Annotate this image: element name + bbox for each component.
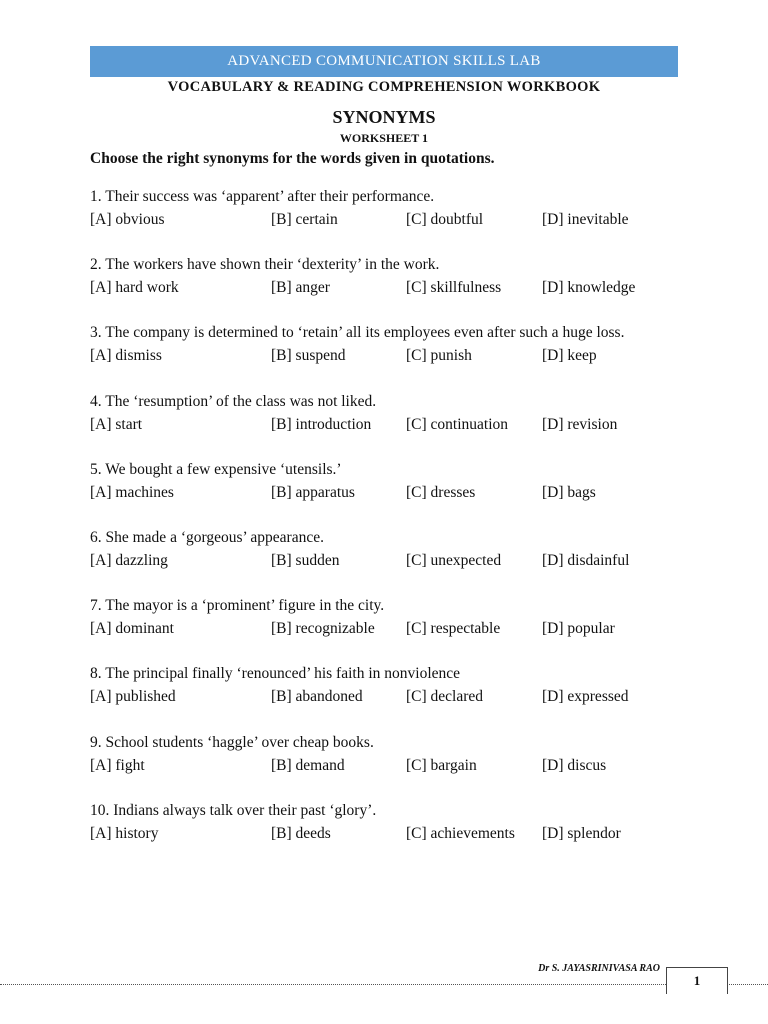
answer-options [90, 276, 690, 300]
option-d: [D] expressed [542, 688, 629, 706]
instructions: Choose the right synonyms for the words given in quotations. [90, 150, 495, 167]
answer-options [90, 754, 690, 778]
option-b: [B] suspend [271, 347, 346, 365]
option-b: [B] certain [271, 211, 338, 228]
option-c: [C] unexpected [406, 551, 502, 569]
answer-options [90, 617, 690, 641]
option-b: [B] demand [271, 756, 345, 774]
option-a: [A] dominant [90, 620, 174, 638]
question-item [90, 322, 690, 390]
option-d: [D] knowledge [542, 279, 636, 297]
worksheet-label: WORKSHEET 1 [339, 131, 429, 145]
question-list [90, 186, 690, 868]
question-text: 1. Their success was ‘apparent’ after their performance. [90, 188, 435, 205]
answer-options [90, 822, 690, 846]
option-c: [C] dresses [406, 483, 476, 501]
option-a: [A] fight [90, 756, 145, 774]
option-a: [A] start [90, 415, 143, 433]
option-a: [A] published [90, 688, 176, 706]
option-b: [B] deeds [271, 824, 331, 842]
question-item [90, 800, 690, 868]
option-c: [C] declared [406, 688, 484, 706]
question-item [90, 732, 690, 800]
option-b: [B] recognizable [271, 620, 375, 638]
answer-options [90, 481, 690, 505]
option-c: [C] punish [406, 347, 472, 365]
question-item [90, 595, 690, 663]
question-text: 7. The mayor is a ‘prominent’ figure in the city. [90, 597, 385, 615]
lab-banner: ADVANCED COMMUNICATION SKILLS LAB [90, 46, 678, 77]
answer-options [90, 413, 690, 437]
option-c: [C] continuation [406, 415, 509, 433]
option-c: [C] achievements [406, 824, 515, 842]
option-c: [C] bargain [406, 756, 477, 774]
option-a: [A] dazzling [90, 551, 168, 569]
page-number: 1 [666, 967, 728, 994]
question-text: 3. The company is determined to ‘retain’ all its employees even after such a huge loss. [90, 324, 625, 342]
question-item [90, 186, 690, 254]
option-a: [A] hard work [90, 279, 179, 297]
workbook-subtitle: VOCABULARY & READING COMPREHENSION WORKBOOK [167, 79, 601, 95]
question-item [90, 459, 690, 527]
question-text: 5. We bought a few expensive ‘utensils.’ [90, 460, 342, 478]
question-item [90, 527, 690, 595]
question-text: 8. The principal finally ‘renounced’ his faith in nonviolence [90, 665, 461, 683]
answer-options [90, 208, 690, 232]
option-d: [D] splendor [542, 824, 621, 842]
option-d: [D] revision [542, 415, 618, 433]
footer-divider [0, 984, 768, 985]
question-text: 2. The workers have shown their ‘dexterity’ in the work. [90, 256, 440, 274]
option-b: [B] anger [271, 279, 330, 297]
question-text: 10. Indians always talk over their past ‘glory’. [90, 801, 377, 819]
question-item [90, 663, 690, 731]
question-item [90, 254, 690, 322]
question-text: 9. School students ‘haggle’ over cheap books. [90, 733, 374, 751]
option-b: [B] introduction [271, 415, 372, 433]
option-d: [D] popular [542, 620, 615, 638]
answer-options [90, 685, 690, 709]
option-d: [D] inevitable [542, 211, 629, 228]
option-d: [D] keep [542, 347, 597, 365]
option-b: [B] sudden [271, 551, 340, 569]
question-item [90, 391, 690, 459]
option-a: [A] obvious [90, 211, 165, 228]
answer-options [90, 549, 690, 573]
footer-author: Dr S. JAYASRINIVASA RAO [538, 963, 660, 974]
question-text: 4. The ‘resumption’ of the class was not liked. [90, 392, 377, 410]
question-text: 6. She made a ‘gorgeous’ appearance. [90, 528, 324, 546]
option-a: [A] history [90, 824, 159, 842]
option-c: [C] doubtful [406, 211, 484, 228]
option-a: [A] dismiss [90, 347, 162, 365]
option-a: [A] machines [90, 483, 174, 501]
option-b: [B] apparatus [271, 483, 355, 501]
option-d: [D] disdainful [542, 551, 630, 569]
page-title: SYNONYMS [332, 107, 436, 127]
answer-options [90, 344, 690, 368]
option-d: [D] discus [542, 756, 607, 774]
option-b: [B] abandoned [271, 688, 363, 706]
option-d: [D] bags [542, 483, 596, 501]
option-c: [C] respectable [406, 620, 501, 638]
option-c: [C] skillfulness [406, 279, 502, 297]
